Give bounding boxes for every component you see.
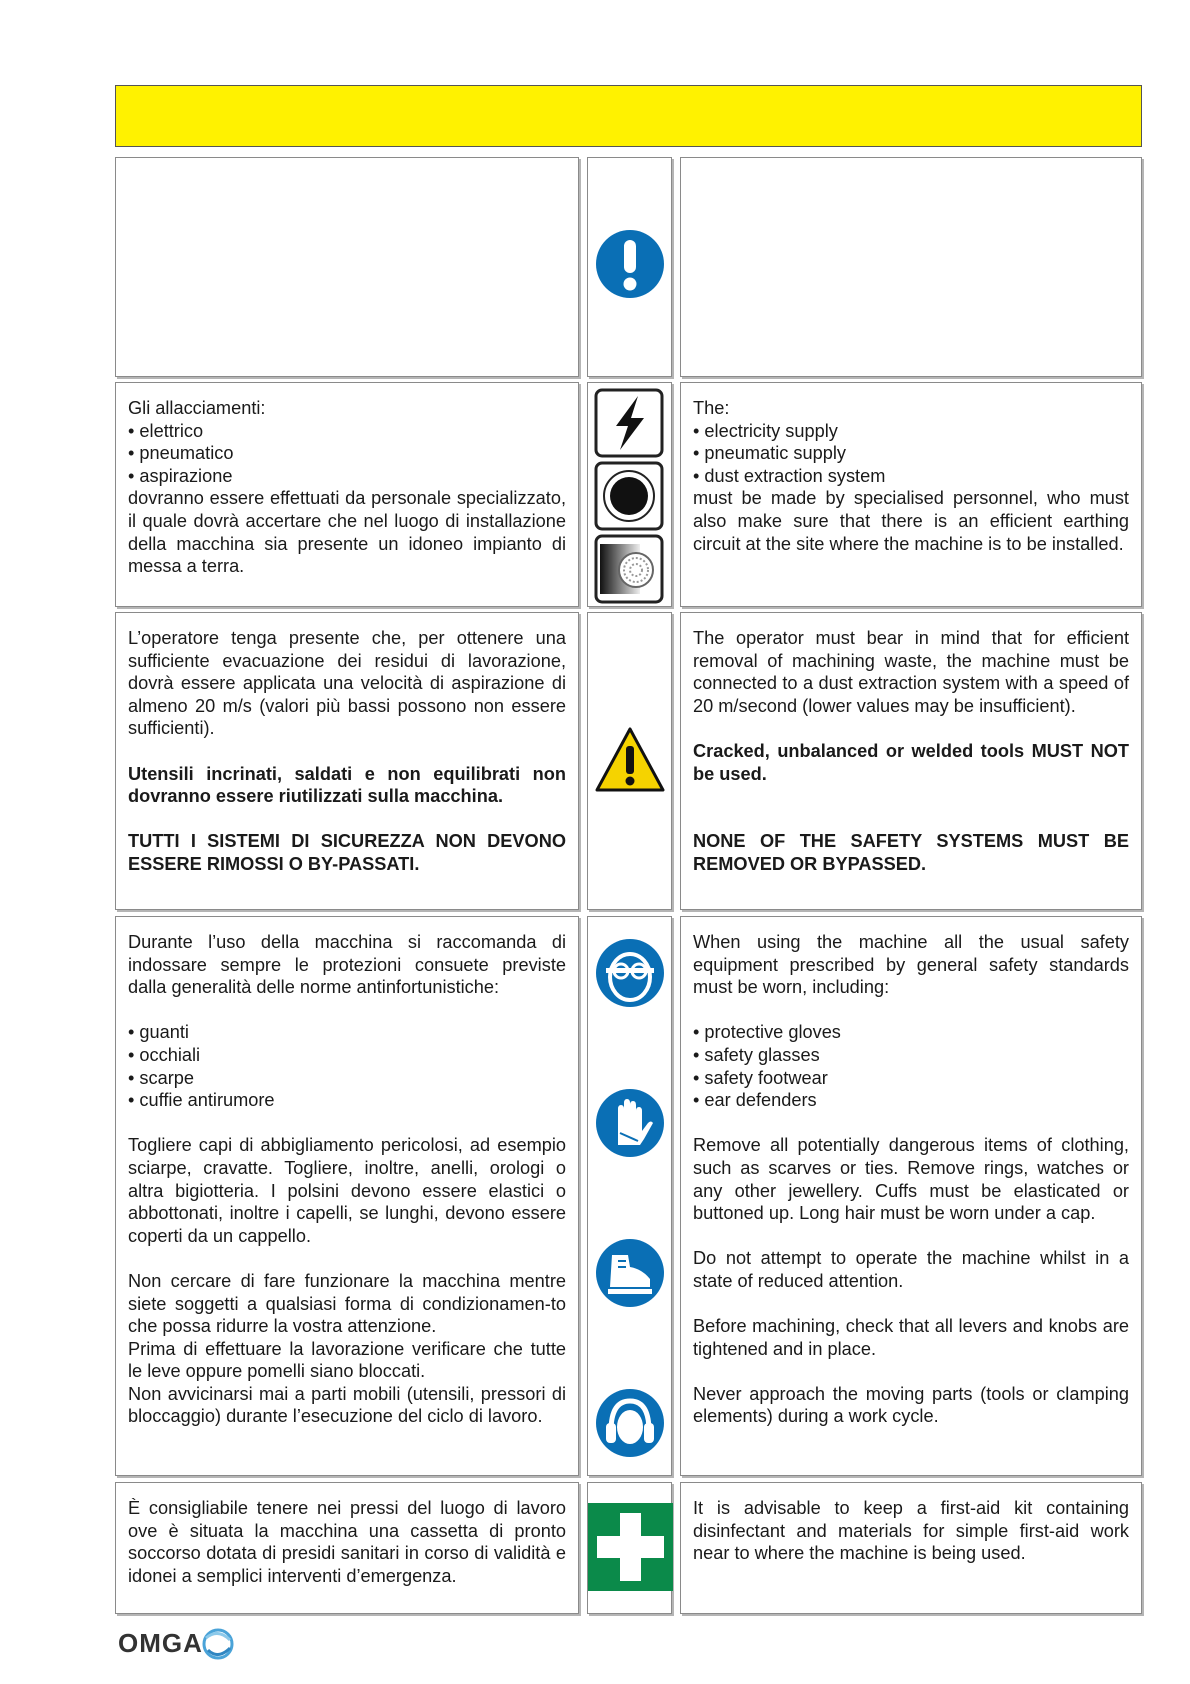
paragraph-gap [693, 717, 1129, 740]
paragraph-gap [128, 1247, 566, 1270]
paragraph-gap [128, 808, 566, 831]
dust-extraction-icon [594, 534, 664, 604]
paragraph: Durante l’uso della macchina si raccomanda di indossare sempre le protezioni consuete previste dalla generalità delle norme antinfortunistiche: [128, 932, 566, 998]
paragraph: • electricity supply [693, 420, 838, 441]
paragraph: Non cercare di fare funzionare la macchina mentre siete soggetti a qualsiasi forma di condizionamen-to che possa ridurre la vostra attenzione. [128, 1270, 566, 1337]
row4-english-cell [680, 1482, 1142, 1614]
omga-logo [118, 1620, 238, 1664]
row1-english-cell [680, 382, 1142, 607]
paragraph: Prima di effettuare la lavorazione verificare che tutte le leve oppure pomelli siano bloccati. [128, 1338, 566, 1382]
ear-protection-icon [594, 1387, 666, 1459]
paragraph: NONE OF THE SAFETY SYSTEMS MUST BE REMOVED OR BYPASSED. [693, 831, 1129, 874]
logo-text: OMGA [118, 1628, 203, 1658]
paragraph: TUTTI I SISTEMI DI SICUREZZA NON DEVONO ESSERE RIMOSSI O BY-PASSATI. [128, 831, 566, 874]
paragraph-gap [128, 1112, 566, 1135]
eye-protection-icon [594, 937, 666, 1009]
row4-italian-cell [115, 1482, 579, 1614]
paragraph: Cracked, unbalanced or welded tools MUST NOT be used. [693, 740, 1129, 784]
paragraph: • occhiali [128, 1044, 201, 1065]
paragraph: • safety footwear [693, 1067, 828, 1088]
row0-english-cell [680, 157, 1142, 377]
row1-icon-cell [587, 382, 672, 607]
row4-icon-cell [587, 1482, 672, 1614]
paragraph: • protective gloves [693, 1022, 841, 1043]
paragraph-gap [693, 1225, 1129, 1248]
paragraph: È consigliabile tenere nei pressi del luogo di lavoro ove è situata la macchina una cassetta di pronto soccorso dotata di presidi sanitari in corso di validità e idonei a semplici interventi d’emergenza. [128, 1498, 566, 1586]
paragraph: dovranno essere effettuati da personale specializzato, il quale dovrà accertare che nel luogo di installazione della macchina sia presente un idoneo impianto di messa a terra. [128, 488, 566, 577]
paragraph: • guanti [128, 1022, 189, 1043]
paragraph: • elettrico [128, 420, 204, 441]
paragraph: • scarpe [128, 1067, 195, 1088]
warning-triangle-icon [594, 726, 666, 794]
row0-icon-cell [587, 157, 672, 377]
paragraph: • aspirazione [128, 465, 233, 486]
pneumatic-connection-icon [594, 461, 664, 531]
header-banner [115, 85, 1142, 147]
row1-italian-cell [115, 382, 579, 607]
paragraph: • cuffie antirumore [128, 1090, 275, 1111]
paragraph: The: [693, 398, 730, 418]
paragraph: • safety glasses [693, 1044, 820, 1065]
first-aid-icon [588, 1503, 673, 1591]
paragraph: Gli allacciamenti: [128, 398, 266, 418]
paragraph-gap [693, 785, 1129, 808]
mandatory-exclamation-icon [594, 228, 666, 300]
row3-icon-cell [587, 916, 672, 1476]
paragraph: Togliere capi di abbigliamento pericolosi, ad esempio sciarpe, cravatte. Togliere, inoltre, anelli, orologi o altra bigiotteria. I polsini devono essere elastici o abbottonati, inoltre i capelli, se lunghi, devono essere coperti da un cappello. [128, 1135, 566, 1246]
row2-italian-cell [115, 612, 579, 910]
paragraph: It is advisable to keep a first-aid kit containing disinfectant and materials for simple first-aid work near to where the machine is being used. [693, 1498, 1129, 1564]
paragraph: Remove all potentially dangerous items of clothing, such as scarves or ties. Remove rings, watches or any other jewellery. Cuffs must be elasticated or buttoned up. Long hair must be worn under a cap. [693, 1135, 1129, 1224]
paragraph: • ear defenders [693, 1090, 817, 1111]
paragraph: Non avvicinarsi mai a parti mobili (utensili, pressori di bloccaggio) durante l’esecuzione del ciclo di lavoro. [128, 1383, 566, 1427]
foot-protection-icon [594, 1237, 666, 1309]
row2-icon-cell [587, 612, 672, 910]
paragraph: • dust extraction system [693, 465, 886, 486]
electric-hazard-icon [594, 388, 664, 458]
paragraph-gap [693, 999, 1129, 1022]
paragraph: Before machining, check that all levers and knobs are tightened and in place. [693, 1316, 1129, 1359]
paragraph: The operator must bear in mind that for efficient removal of machining waste, the machine must be connected to a dust extraction system with a speed of 20 m/second (lower values may be insufficient). [693, 628, 1129, 716]
row3-english-cell [680, 916, 1142, 1476]
paragraph: When using the machine all the usual safety equipment prescribed by general safety standards must be worn, including: [693, 932, 1129, 998]
paragraph-gap [128, 999, 566, 1022]
row3-italian-cell [115, 916, 579, 1476]
hand-protection-icon [594, 1087, 666, 1159]
paragraph-gap [693, 1360, 1129, 1383]
paragraph: Never approach the moving parts (tools or clamping elements) during a work cycle. [693, 1383, 1129, 1427]
paragraph-gap [128, 740, 566, 763]
row2-english-cell [680, 612, 1142, 910]
paragraph-gap [693, 808, 1129, 831]
paragraph: Do not attempt to operate the machine whilst in a state of reduced attention. [693, 1248, 1129, 1291]
paragraph: must be made by specialised personnel, who must also make sure that there is an efficient earthing circuit at the site where the machine is to be installed. [693, 488, 1129, 554]
row0-italian-cell [115, 157, 579, 377]
paragraph: Utensili incrinati, saldati e non equilibrati non dovranno essere riutilizzati sulla macchina. [128, 763, 566, 807]
paragraph: • pneumatico [128, 443, 234, 464]
paragraph-gap [693, 1112, 1129, 1135]
paragraph-gap [693, 1293, 1129, 1316]
paragraph: • pneumatic supply [693, 443, 846, 464]
paragraph: L’operatore tenga presente che, per ottenere una sufficiente evacuazione dei residui di lavorazione, dovrà essere applicata una velocità di aspirazione di almeno 20 m/s (valori più bassi possono non essere sufficienti). [128, 628, 566, 739]
